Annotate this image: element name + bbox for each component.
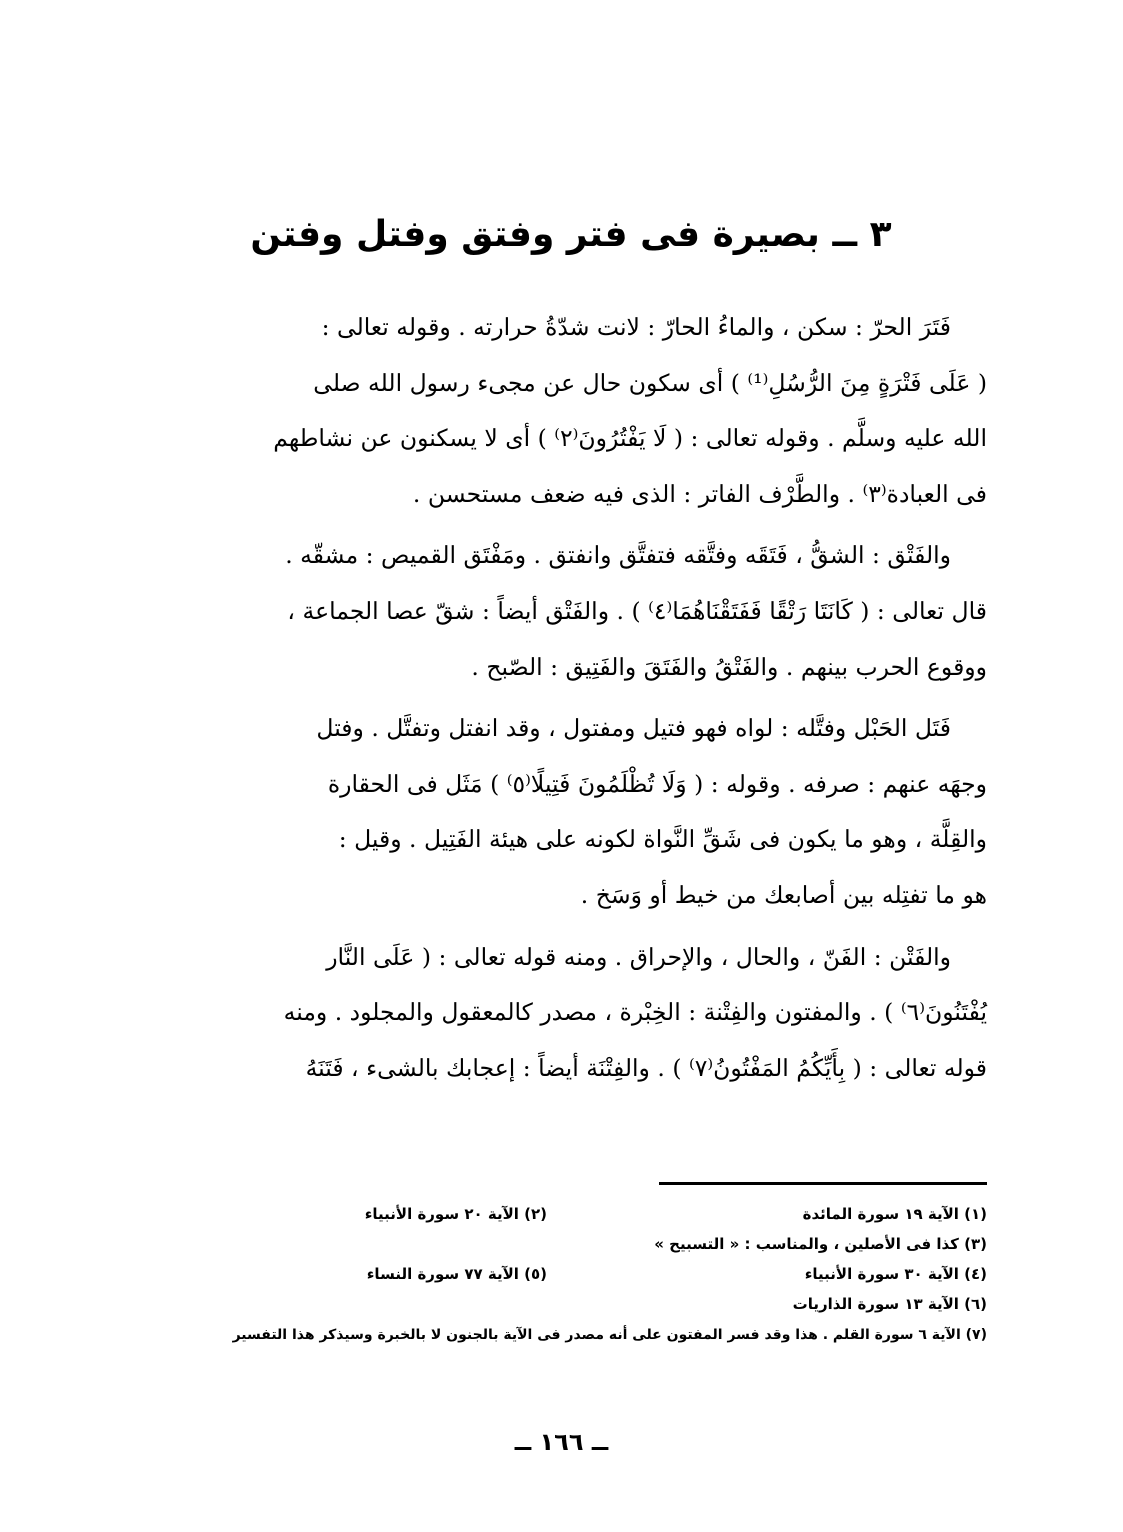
text-line: ووقوع الحرب بينهم . والفَتْقُ والفَتَقَ والفَتِيق : الصّبح . [471,652,987,681]
footnote-row [130,1229,987,1259]
text-line: ( عَلَى فَتْرَةٍ مِنَ الرُّسُلِ⁽¹⁾ ) أى سكون حال عن مجىء رسول الله صلى [313,368,987,397]
text-line: هو ما تفتِله بين أصابعك من خيط أو وَسَخ . [580,880,987,909]
footnote-row [130,1259,987,1289]
footnote-2: (٢) الآية ٢٠ سورة الأنبياء [364,1205,547,1223]
paragraph-fatq [155,528,987,695]
footnote-divider [659,1182,987,1185]
text-line: والقِلَّة ، وهو ما يكون فى شَقِّ النَّواة لكونه على هيئة الفَتِيل . وقيل : [338,825,987,854]
text-line: فَتَل الحَبْل وفتَّله : لواه فهو فتيل ومفتول ، وقد انفتل وتفتَّل . وفتل [316,714,951,743]
paragraph-fatl [155,701,987,923]
footnotes [130,1182,987,1351]
text-line: والفَتْق : الشقُّ ، فَتَقَه وفتَّقه فتفتَّق وانفتق . ومَفْتَق القميص : مشقّه . [285,541,951,570]
text-line: قوله تعالى : ( بِأَيِّكُمُ المَفْتُونُ⁽٧⁾ ) . والفِتْنَة أيضاً : إعجابك بالشىء ، فَتَنَهُ [305,1053,987,1082]
page-number: ــ ١٦٦ ــ [514,1428,609,1456]
footnote-4: (٤) الآية ٣٠ سورة الأنبياء [804,1265,987,1283]
footnote-7: (٧) الآية ٦ سورة القلم . هذا وقد فسر المفتون على أنه مصدر فى الآية بالجنون لا بالخبرة وسيذكر هذا التفسير [232,1327,987,1343]
footnote-5: (٥) الآية ٧٧ سورة النساء [366,1265,547,1283]
text-line: الله عليه وسلَّم . وقوله تعالى : ( لَا يَفْتُرُونَ⁽٢⁾ ) أى لا يسكنون عن نشاطهم [273,424,987,453]
footnote-6: (٦) الآية ١٣ سورة الذاريات [792,1295,987,1313]
footnote-row [130,1289,987,1319]
text-line: وجهَه عنهم : صرفه . وقوله : ( وَلَا تُظْلَمُونَ فَتِيلًا⁽٥⁾ ) مَثَل فى الحقارة [327,769,987,798]
footnote-1: (١) الآية ١٩ سورة المائدة [802,1205,987,1223]
section-title: ٣ ــ بصيرة فى فتر وفتق وفتل وفتن [250,214,892,255]
text-line: يُفْتَنُونَ⁽٦⁾ ) . والمفتون والفِتْنة : الخِبْرة ، مصدر كالمعقول والمجلود . ومنه [283,998,987,1027]
footnote-3: (٣) كذا فى الأصلين ، والمناسب : « التسبيح » [654,1235,987,1253]
paragraph-fatar [155,300,987,522]
text-line: فى العبادة⁽٣⁾ . والطَّرْف الفاتر : الذى فيه ضعف مستحسن . [412,479,987,508]
page-body [155,210,987,1102]
footnote-empty [130,1289,547,1319]
footnote-row [130,1199,987,1229]
paragraph-fatn [155,930,987,1097]
text-line: والفَتْن : الفَنّ ، والحال ، والإحراق . ومنه قوله تعالى : ( عَلَى النَّار [326,942,951,971]
footnote-empty [130,1229,547,1259]
text-line: قال تعالى : ( كَانَتَا رَتْقًا فَفَتَقْنَاهُمَا⁽٤⁾ ) . والفَتْق أيضاً : شقّ عصا الجماعة ، [287,596,987,625]
text-line: فَتَرَ الحرّ : سكن ، والماءُ الحارّ : لانت شدّةُ حرارته . وقوله تعالى : [321,313,951,341]
